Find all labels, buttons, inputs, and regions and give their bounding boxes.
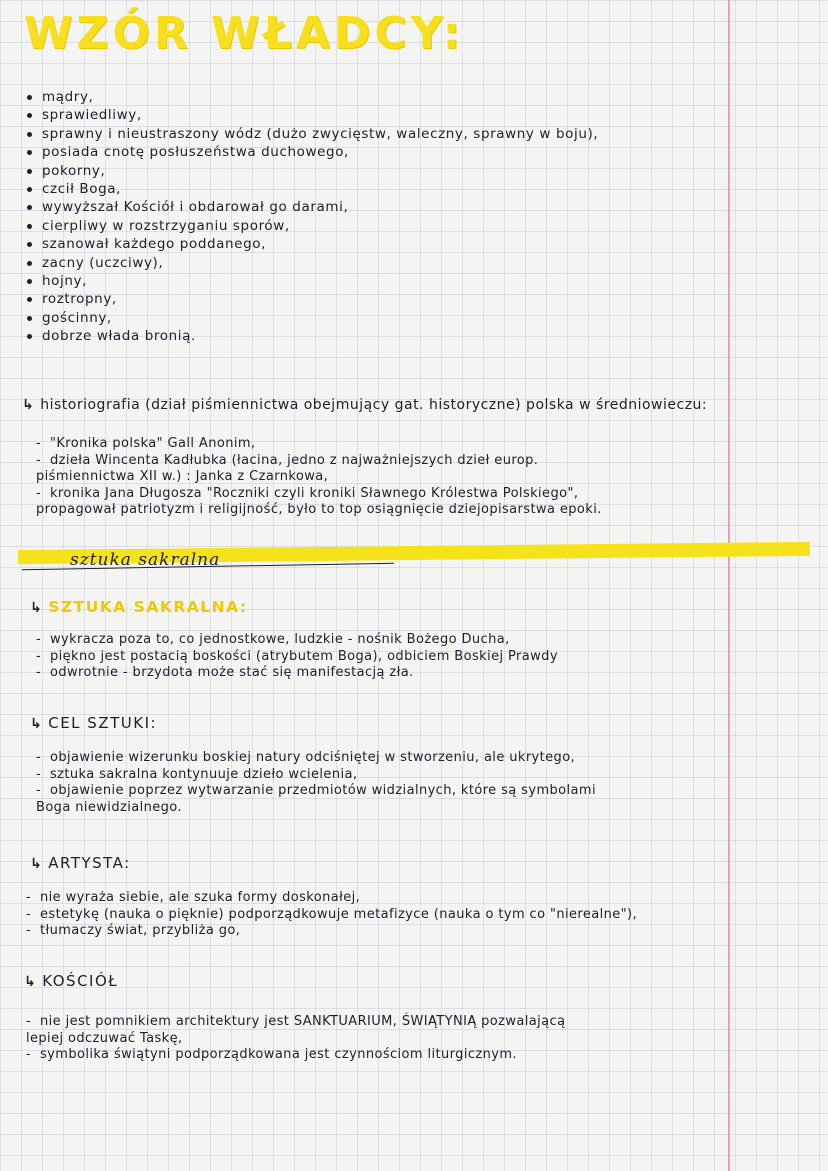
historiografia-list	[36, 436, 602, 519]
sztuka-list	[36, 632, 558, 682]
historiografia-heading-text: historiografia (dział piśmiennictwa obejmujący gat. historyczne) polska w średniowieczu:	[40, 397, 708, 413]
list-item: dobrze włada bronią.	[24, 327, 598, 345]
list-item: - dzieła Wincenta Kadłubka (łacina, jedno z najważniejszych dzieł europ.	[36, 453, 602, 470]
cel-heading	[30, 714, 157, 733]
list-item: - sztuka sakralna kontynuuje dzieło wcielenia,	[36, 767, 596, 784]
list-item: cierpliwy w rozstrzyganiu sporów,	[24, 217, 598, 235]
list-item: propagował patriotyzm i religijność, było to top osiągnięcie dziejopisarstwa epoki.	[36, 502, 602, 517]
list-item: - symbolika świątyni podporządkowana jest czynnościom liturgicznym.	[26, 1047, 565, 1064]
arrow-icon: ↳	[30, 856, 43, 872]
sztuka-heading	[30, 598, 248, 617]
list-item: - "Kronika polska" Gall Anonim,	[36, 436, 602, 453]
sztuka-heading-text: SZTUKA SAKRALNA:	[48, 598, 248, 616]
list-item: lepiej odczuwać Taskę,	[26, 1030, 183, 1046]
list-item: roztropny,	[24, 290, 598, 308]
list-item: wywyższał Kościół i obdarował go darami,	[24, 198, 598, 216]
list-item: szanował każdego poddanego,	[24, 235, 598, 253]
list-item: - objawienie poprzez wytwarzanie przedmiotów widzialnych, które są symbolami	[36, 783, 596, 800]
cel-heading-text: CEL SZTUKI:	[48, 714, 158, 732]
list-item: Boga niewidzialnego.	[36, 799, 182, 815]
kosciol-list	[26, 1014, 565, 1064]
list-item: - estetykę (nauka o pięknie) podporządkowuje metafizyce (nauka o tym co "nierealne"),	[26, 907, 637, 924]
list-item: sprawny i nieustraszony wódz (dużo zwycięstw, waleczny, sprawny w boju),	[24, 125, 598, 143]
list-item: - nie jest pomnikiem architektury jest SANKTUARIUM, ŚWIĄTYNIĄ pozwalającą	[26, 1014, 565, 1031]
arrow-icon: ↳	[30, 600, 43, 616]
list-item: zacny (uczciwy),	[24, 254, 598, 272]
list-item: czcił Boga,	[24, 180, 598, 198]
arrow-icon: ↳	[22, 397, 35, 413]
historiografia-heading	[22, 396, 707, 414]
list-item: - piękno jest postacią boskości (atrybutem Boga), odbiciem Boskiej Prawdy	[36, 649, 558, 666]
list-item: - wykracza poza to, co jednostkowe, ludzkie - nośnik Bożego Ducha,	[36, 632, 558, 649]
band-label: sztuka sakralna	[70, 550, 221, 570]
artysta-heading	[30, 854, 131, 873]
list-item: hojny,	[24, 272, 598, 290]
list-item: posiada cnotę posłuszeństwa duchowego,	[24, 143, 598, 161]
margin-line	[728, 0, 730, 1171]
list-item: - odwrotnie - brzydota może stać się manifestacją zła.	[36, 665, 558, 682]
list-item: - nie wyraża siebie, ale szuka formy doskonałej,	[26, 890, 637, 907]
list-item: - tłumaczy świat, przybliża go,	[26, 923, 637, 940]
artysta-heading-text: ARTYSTA:	[48, 854, 131, 872]
cel-list	[36, 750, 596, 816]
list-item: piśmiennictwa XII w.) : Janka z Czarnkowa,	[36, 469, 329, 484]
list-item: mądry,	[24, 88, 598, 106]
list-item: gościnny,	[24, 309, 598, 327]
kosciol-heading-text: KOŚCIÓŁ	[42, 972, 119, 990]
artysta-list	[26, 890, 637, 940]
traits-list	[24, 88, 598, 346]
list-item: sprawiedliwy,	[24, 106, 598, 124]
list-item: - kronika Jana Długosza "Roczniki czyli kroniki Sławnego Królestwa Polskiego",	[36, 486, 602, 503]
arrow-icon: ↳	[30, 716, 43, 732]
list-item: pokorny,	[24, 162, 598, 180]
kosciol-heading	[24, 972, 118, 991]
list-item: - objawienie wizerunku boskiej natury odciśniętej w stworzeniu, ale ukrytego,	[36, 750, 596, 767]
page-title: WZÓR WŁADCY:	[24, 8, 465, 59]
arrow-icon: ↳	[24, 974, 37, 990]
